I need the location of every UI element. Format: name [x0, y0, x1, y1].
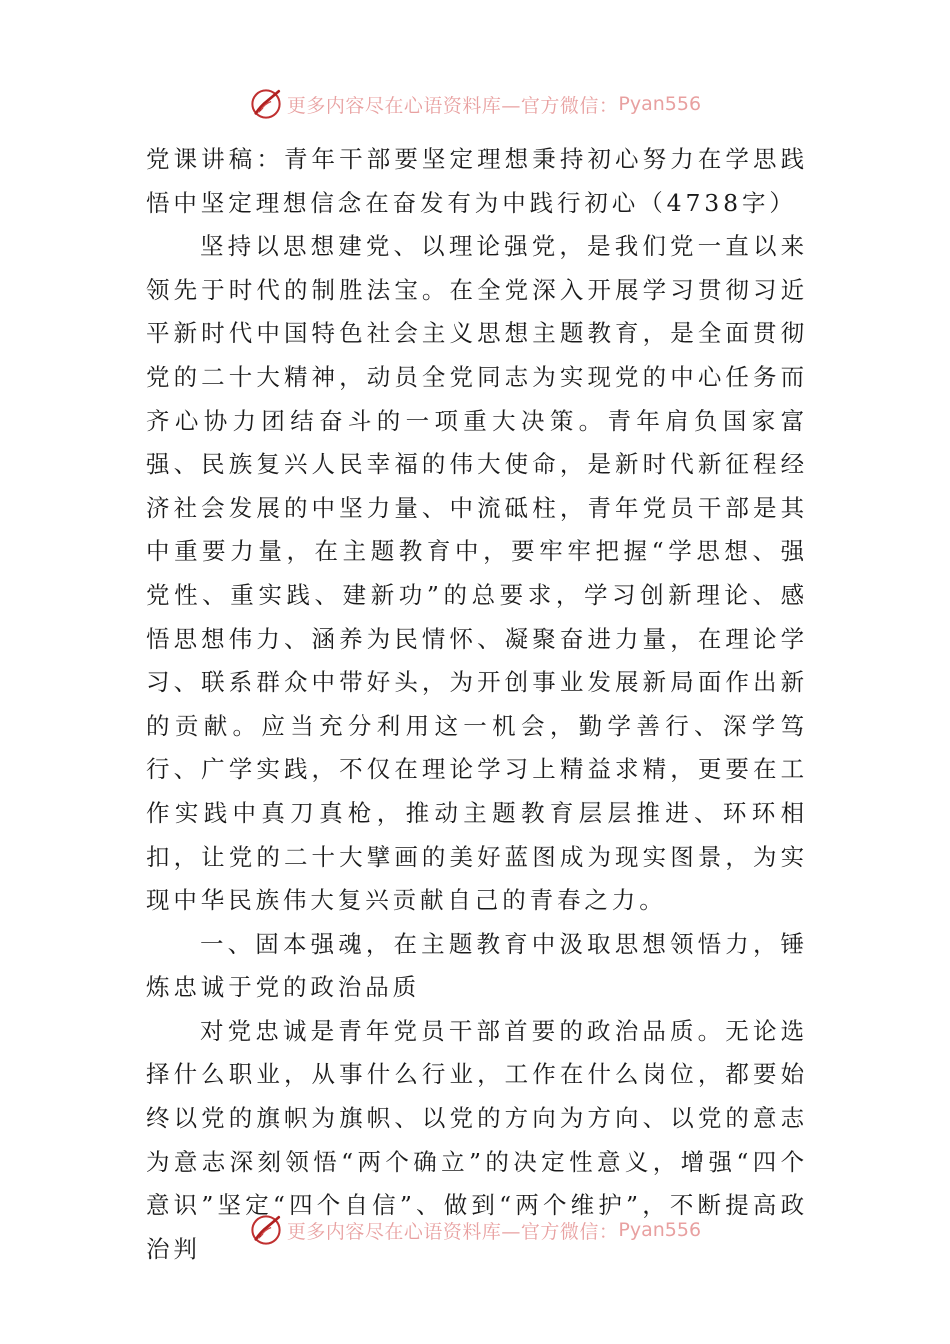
pen-in-circle-logo [249, 1213, 283, 1247]
pen-in-circle-logo [249, 87, 283, 121]
document-title: 党课讲稿：青年干部要坚定理想秉持初心努力在学思践悟中坚定理想信念在奋发有为中践行初心（4738字） [146, 145, 808, 217]
watermark-text: 更多内容尽在心语资料库—官方微信： [286, 94, 619, 117]
section-heading-1: 一、固本强魂，在主题教育中汲取思想领悟力，锤炼忠诚于党的政治品质 [146, 929, 808, 1002]
header-watermark [0, 84, 950, 124]
watermark-wechat-id: Pyan556 [618, 93, 702, 115]
paragraph-intro: 坚持以思想建党、以理论强党，是我们党一直以来领先于时代的制胜法宝。在全党深入开展学习贯彻习近平新时代中国特色社会主义思想主题教育，是全面贯彻党的二十大精神，动员全党同志为实现党的中心任务而齐心协力团结奋斗的一项重大决策。青年肩负国家富强、民族复兴人民幸福的伟大使命，是新时代新征程经济社会发展的中坚力量、中流砥柱，青年党员干部是其中重要力量，在主题教育中，要牢牢把握“学思想、强党性、重实践、建新功”的总要求，学习创新理论、感悟思想伟力、涵养为民情怀、凝聚奋进力量，在理论学习、联系群众中带好头，为开创事业发展新局面作出新的贡献。应当充分利用这一机会，勤学善行、深学笃行、广学实践，不仅在理论学习上精益求精，更要在工作实践中真刀真枪，推动主题教育层层推进、环环相扣，让党的二十大擘画的美好蓝图成为现实图景，为实现中华民族伟大复兴贡献自己的青春之力。 [146, 232, 808, 915]
paragraph-section-1: 对党忠诚是青年党员干部首要的政治品质。无论选择什么职业，从事什么行业，工作在什么岗位，都要始终以党的旗帜为旗帜、以党的方向为方向、以党的意志为意志深刻领悟“两个确立”的决定性意义，增强“四个意识”坚定“四个自信”、做到“两个维护”，不断提高政治判 [146, 1016, 808, 1263]
watermark-wechat-id: Pyan556 [618, 1219, 702, 1241]
document-body [146, 138, 808, 1271]
watermark-text: 更多内容尽在心语资料库—官方微信： [286, 1220, 619, 1243]
footer-watermark [0, 1210, 950, 1250]
